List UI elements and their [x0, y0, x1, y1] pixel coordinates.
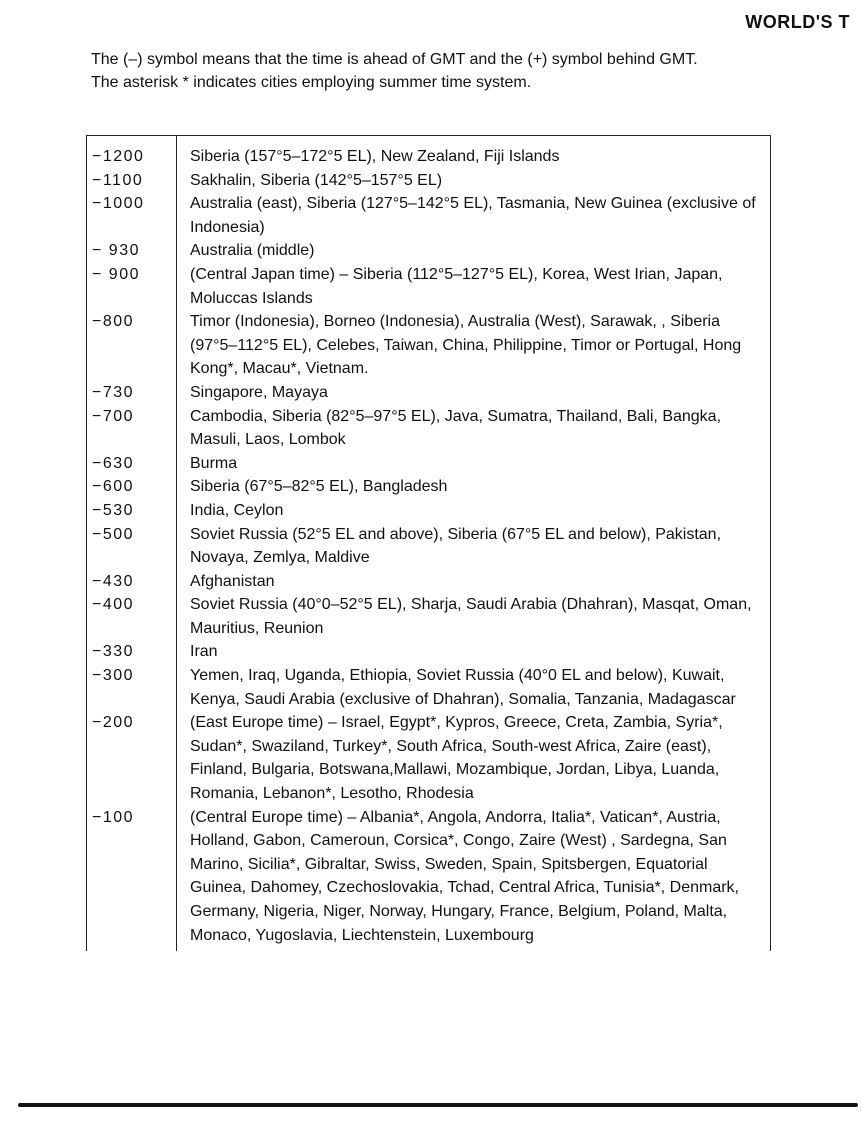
time-zone-table: [86, 135, 771, 951]
places-cell: Iran: [190, 643, 218, 661]
places-cell: India, Ceylon: [190, 501, 284, 519]
places-cell: (Central Europe time) – Albania*, Angola, Andorra, Italia*, Vatican*, Austria, Holland, Gabon, Cameroun, Corsica*, Congo, Zaire (West) , Sardegna, San Marino, Sicilia*, Gibraltar, Swiss, Sweden, Spain, Spitsbergen, Equatorial Guinea, Dahomey, Czechoslovakia, Tchad, Central Africa, Tunisia*, Denmark, Germany, Nigeria, Niger, Norway, Hungary, France, Belgium, Poland, Malta, Monaco, Yugoslavia, Liechtenstein, Luxembourg: [190, 808, 739, 944]
offset-cell: −730: [87, 381, 177, 405]
table-row: [87, 239, 771, 263]
table-row: [87, 136, 771, 169]
offset-cell: − 930: [87, 239, 177, 263]
places-cell: (Central Japan time) – Siberia (112°5–127°5 EL), Korea, West Irian, Japan, Moluccas Islands: [190, 265, 723, 307]
places-cell: Australia (east), Siberia (127°5–142°5 EL), Tasmania, New Guinea (exclusive of Indonesia): [190, 195, 756, 236]
table-row: [87, 475, 771, 499]
places-cell: Soviet Russia (40°0–52°5 EL), Sharja, Saudi Arabia (Dhahran), Masqat, Oman, Mauritius, Reunion: [190, 596, 752, 637]
offset-cell: −430: [87, 570, 177, 594]
places-cell: Burma: [190, 454, 238, 472]
offset-cell: −1200: [87, 136, 177, 169]
table-row: [87, 452, 771, 476]
places-cell: Yemen, Iraq, Uganda, Ethiopia, Soviet Russia (40°0 EL and below), Kuwait, Kenya, Saudi Arabia (exclusive of Dhahran), Somalia, Tanzania, Madagascar: [190, 667, 736, 708]
table-row: [87, 806, 771, 952]
places-cell: Siberia (157°5–172°5 EL), New Zealand, Fiji Islands: [190, 148, 560, 165]
table-row: [87, 405, 771, 452]
places-cell: Timor (Indonesia), Borneo (Indonesia), Australia (West), Sarawak, , Siberia (97°5–112°5 EL), Celebes, Taiwan, China, Philippine, Timor or Portugal, Hong Kong*, Macau*, Vietnam.: [190, 313, 742, 378]
offset-cell: −600: [87, 475, 177, 499]
places-cell: Soviet Russia (52°5 EL and above), Siberia (67°5 EL and below), Pakistan, Novaya, Zemlya, Maldive: [190, 525, 722, 567]
places-cell: Afghanistan: [190, 572, 275, 590]
table-row: [87, 593, 771, 640]
places-cell: Siberia (67°5–82°5 EL), Bangladesh: [190, 478, 448, 496]
offset-cell: −630: [87, 452, 177, 476]
places-cell: (East Europe time) – Israel, Egypt*, Kypros, Greece, Creta, Zambia, Syria*, Sudan*, Swaziland, Turkey*, South Africa, South-west Africa, Zaire (east), Finland, Bulgaria, Botswana,Mallawi, Mozambique, Jordan, Libya, Luanda, Romania, Lebanon*, Lesotho, Rhodesia: [190, 714, 723, 803]
intro-symbol-note: The (–) symbol means that the time is ahead of GMT and the (+) symbol behind GMT.: [91, 51, 698, 68]
places-cell: Cambodia, Siberia (82°5–97°5 EL), Java, Sumatra, Thailand, Bali, Bangka, Masuli, Laos, Lombok: [190, 407, 722, 449]
table-row: [87, 711, 771, 805]
table-row: [87, 570, 771, 594]
offset-cell: − 900: [87, 263, 177, 310]
offset-cell: −530: [87, 499, 177, 523]
offset-cell: −300: [87, 664, 177, 711]
bottom-divider: [18, 1103, 858, 1107]
offset-cell: −700: [87, 405, 177, 452]
table-row: [87, 169, 771, 193]
offset-cell: −1000: [87, 192, 177, 239]
offset-cell: −400: [87, 593, 177, 640]
places-cell: Australia (middle): [190, 242, 315, 260]
table-row: [87, 310, 771, 381]
places-cell: Singapore, Mayaya: [190, 383, 328, 401]
table-row: [87, 499, 771, 523]
intro-text: [91, 48, 771, 94]
places-cell: Sakhalin, Siberia (142°5–157°5 EL): [190, 171, 443, 189]
table-row: [87, 640, 771, 664]
table-row: [87, 192, 771, 239]
offset-cell: −500: [87, 523, 177, 570]
intro-asterisk-note: The asterisk * indicates cities employing summer time system.: [91, 74, 532, 91]
offset-cell: −100: [87, 806, 177, 952]
offset-cell: −1100: [87, 169, 177, 193]
table-row: [87, 263, 771, 310]
page-title: WORLD'S T: [745, 12, 850, 32]
offset-cell: −200: [87, 711, 177, 805]
table-row: [87, 381, 771, 405]
offset-cell: −330: [87, 640, 177, 664]
table-row: [87, 664, 771, 711]
offset-cell: −800: [87, 310, 177, 381]
table-row: [87, 523, 771, 570]
